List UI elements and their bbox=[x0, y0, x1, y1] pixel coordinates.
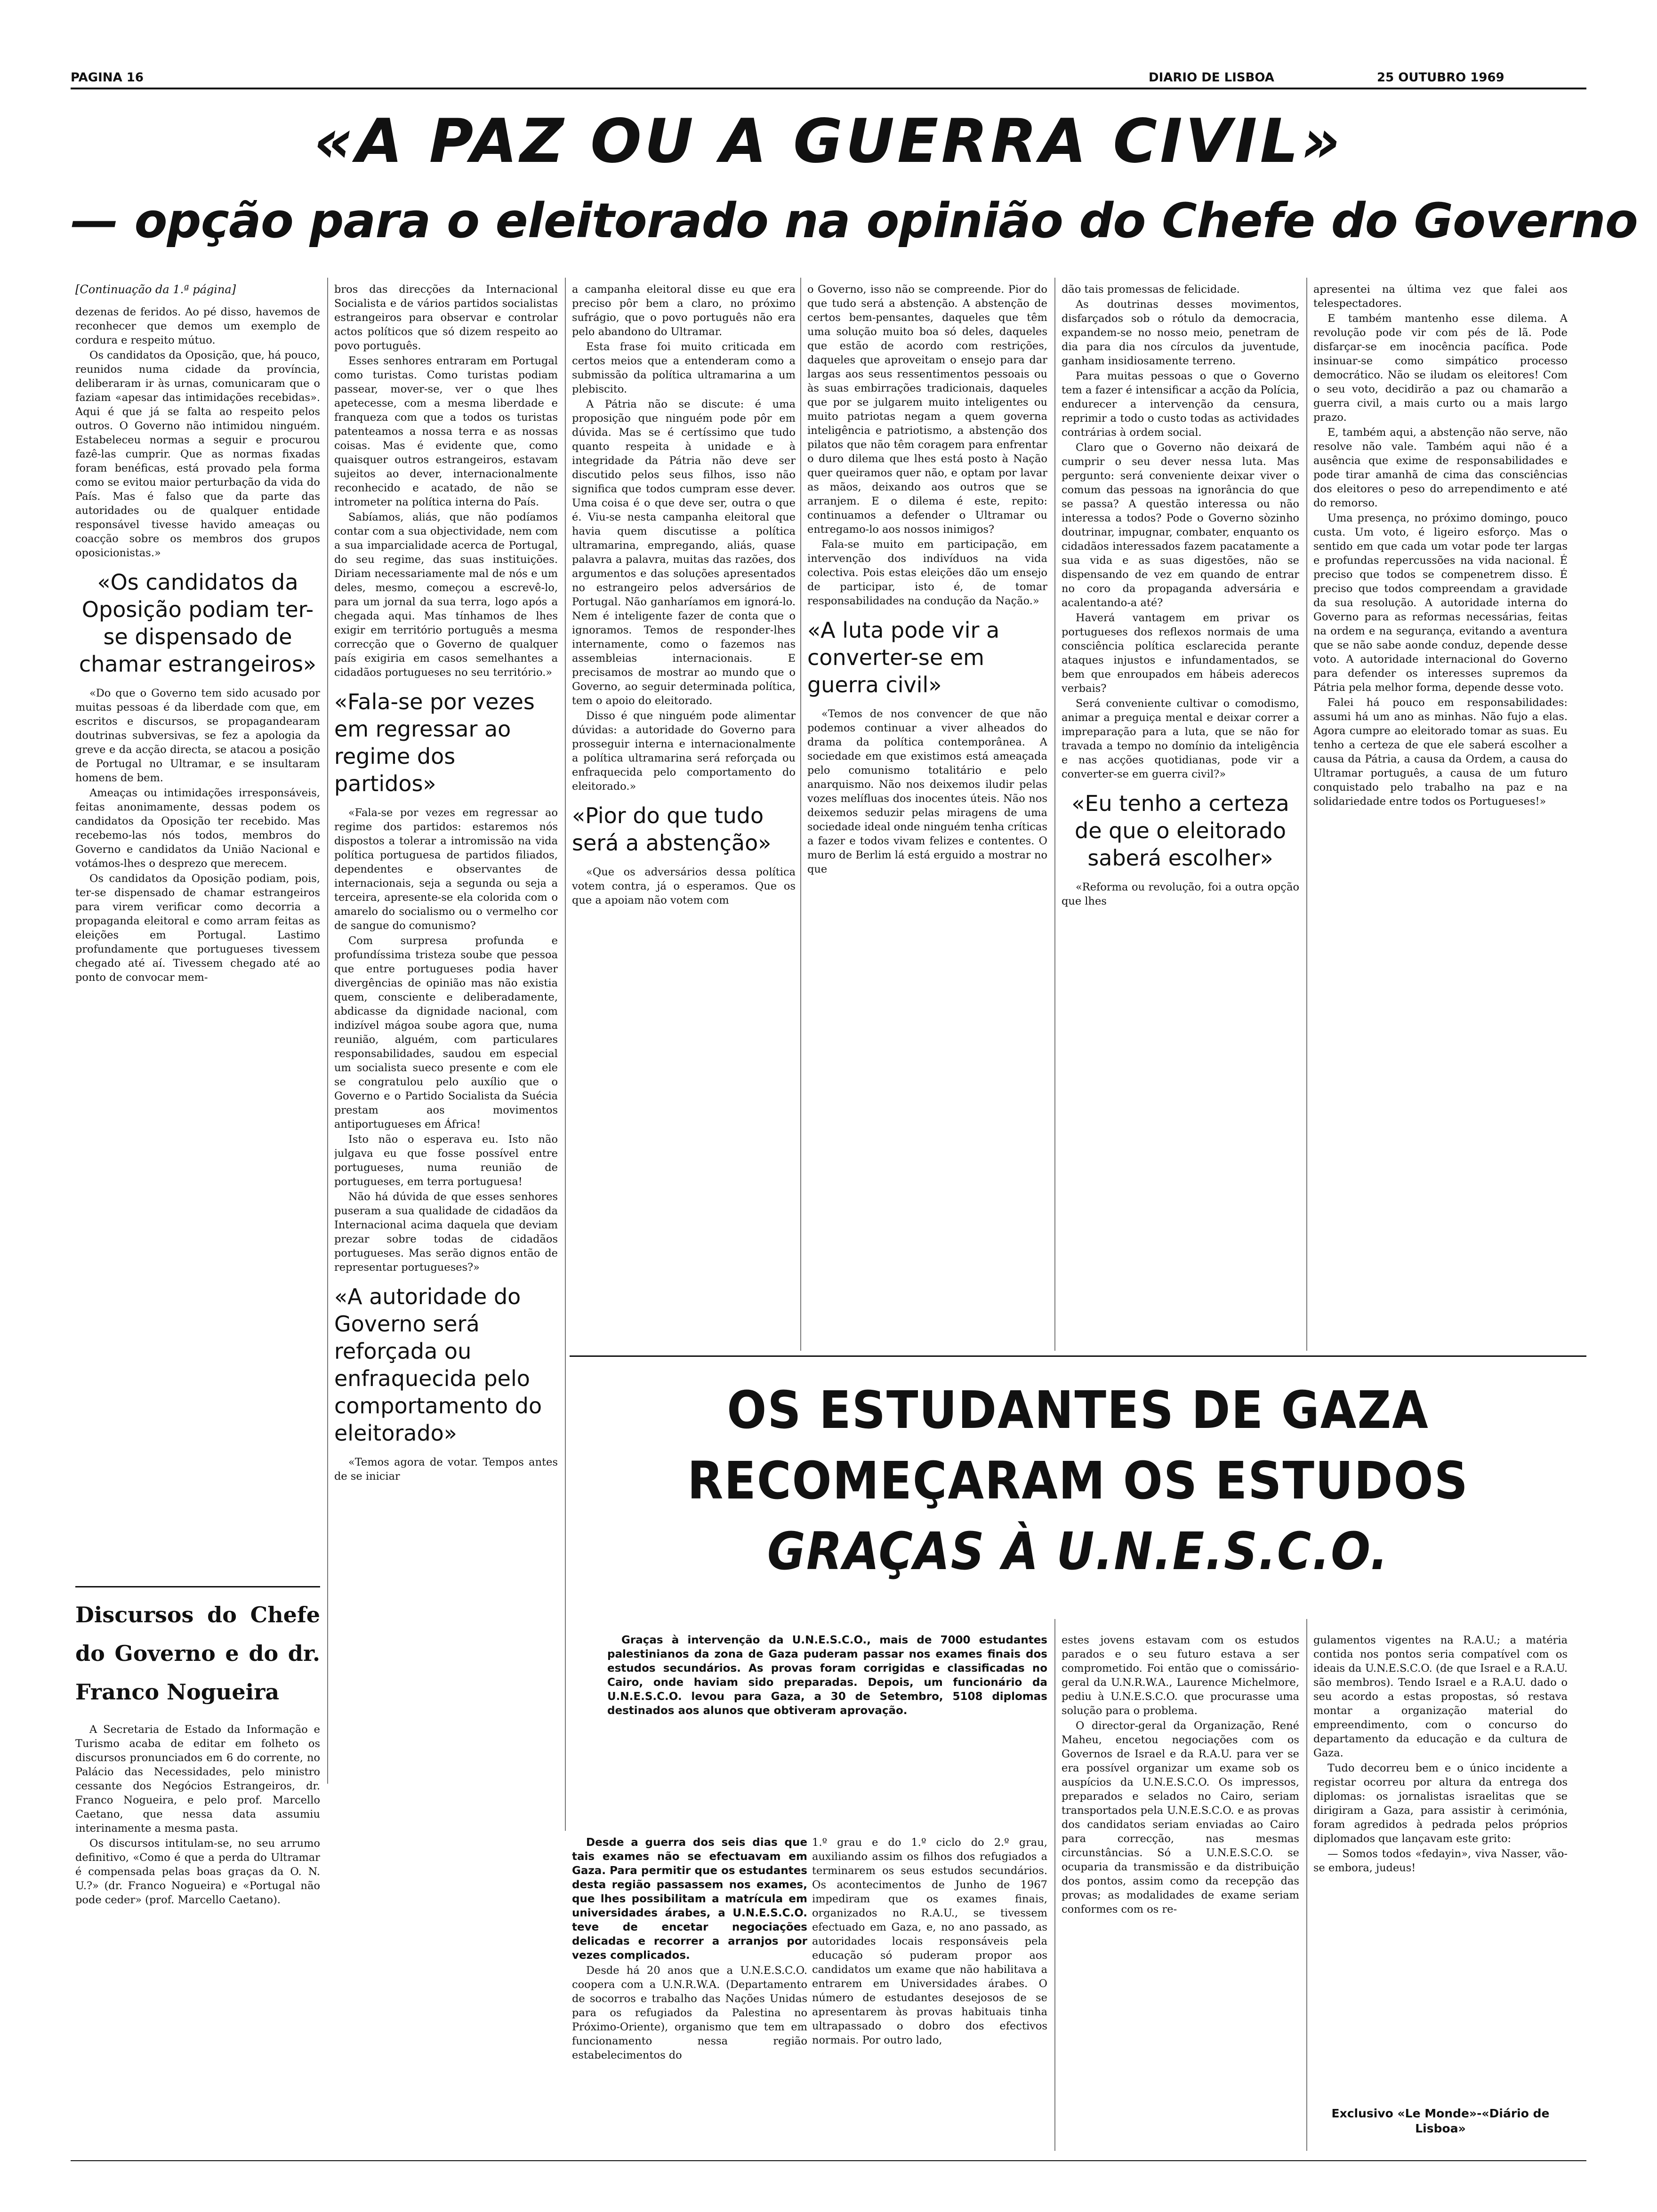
pull-quote: «Os candidatos da Oposição podiam ter-se dispensado de chamar estrangeiros» bbox=[79, 569, 317, 677]
paragraph: Desde há 20 anos que a U.N.E.S.C.O. coopera com a U.N.R.W.A. (Departamento de socorros e trabalho das Nações Unidas para os refugiados da Palestina no Próximo-Oriente), organismo que tem em funcionamento nessa região estabelecimentos do bbox=[572, 1964, 807, 2061]
gaza-column-d bbox=[1313, 1633, 1568, 2104]
main-headline: «A PAZ OU A GUERRA CIVIL» bbox=[314, 106, 1343, 176]
paragraph: «Fala-se por vezes em regressar ao regime dos partidos: estaremos nós dispostos a tolerar a intromissão na vida política portuguesa de partidos filiados, dependentes e observantes de internacionais, seja a segunda ou seja a terceira, apresente-se ela colorida com o amarelo do socialismo ou o vermelho cor de sangue do comunismo? bbox=[334, 807, 558, 932]
article-column-6 bbox=[1313, 282, 1568, 1351]
newspaper-name: DIARIO DE LISBOA bbox=[1149, 71, 1274, 85]
paragraph: — Somos todos «fedayin», viva Nasser, vão-se embora, judeus! bbox=[1313, 1848, 1568, 1874]
paragraph: E também mantenho esse dilema. A revolução pode vir com pés de lã. Pode disfarçar-se em inocência pacífica. Pode insinuar-se como simpático processo democrático. Não se iludam os eleitores! Com o seu voto, decidirão a paz ou chamarão a guerra civil, a mais curto ou a mais largo prazo. bbox=[1313, 313, 1568, 424]
paragraph: Para muitas pessoas o que o Governo tem a fazer é intensificar a acção da Polícia, endurecer a intervenção da censura, reprimir a todo o custo todas as actividades contrárias à ordem social. bbox=[1062, 370, 1299, 439]
paragraph: o Governo, isso não se compreende. Pior do que tudo será a abstenção. A abstenção de certos bem-pensantes, daqueles que têm uma solução muito boa só deles, daqueles que estão de acordo com restrições, daqueles que aproveitam o ensejo para dar largas aos seus ressentimentos pessoais ou às suas embirrações tradicionais, daqueles que por se julgarem muito inteligentes ou muito patriotas negam a quem governa inteligência e patriotismo, a abstenção dos pilatos que não têm coragem para enfrentar o duro dilema que lhes está posto à Nação quer queiramos quer não, e optam por lavar as mãos, deixando aos outros que se arranjem. E o dilema é este, repito: continuamos a defender o Ultramar ou entregamo-lo aos nossos inimigos? bbox=[807, 283, 1047, 536]
article-column-3 bbox=[572, 282, 796, 1351]
column-rule bbox=[800, 278, 801, 1351]
header-rule bbox=[71, 88, 1586, 89]
paragraph: A Pátria não se discute: é uma proposição que ninguém pode pôr em dúvida. Mas se é certíssimo que tudo quanto respeita à unidade e à integridade da Pátria não deve ser discutido pelos seus filhos, isso não significa que todos cumpram esse dever. Uma coisa é o que deve ser, outra o que é. Viu-se nesta campanha eleitoral que havia quem discutisse a política ultramarina, empregando, aliás, quase palavra a palavra, muitas das razões, dos argumentos e das soluções apresentados no estrangeiro pelos adversários de Portugal. Não ganharíamos em ignorá-lo. Nem é inteligente fazer de conta que o ignoramos. Temos de responder-lhes internamente, como o fazemos nas assembleias internacionais. E precisamos de mostrar ao mundo que o Governo, ao seguir determinada política, tem o apoio do eleitorado. bbox=[572, 398, 796, 707]
paragraph: Os candidatos da Oposição podiam, pois, ter-se dispensado de chamar estrangeiros para virem verificar como decorria a propaganda eleitoral e como arram feitas as eleições em Portugal. Lastimo profundamente que portugueses tivessem chegado até aí. Tivessem chegado até ao ponto de convocar mem- bbox=[75, 873, 320, 984]
issue-date: 25 OUTUBRO 1969 bbox=[1377, 71, 1504, 85]
paragraph: Os discursos intitulam-se, no seu arrumo definitivo, «Como é que a perda do Ultramar é compensada pelas boas graças da O. N. U.?» (dr. Franco Nogueira) e «Portugal não pode ceder» (prof. Marcello Caetano). bbox=[75, 1837, 320, 1906]
gaza-top-rule bbox=[570, 1355, 1586, 1357]
sidebar-box bbox=[75, 1595, 320, 2151]
paragraph: Tudo decorreu bem e o único incidente a registar ocorreu por altura da entrega dos diplomas: os jornalistas israelitas que se dirigiram a Gaza, para assistir à cerimónia, foram agredidos à pedrada pelos próprios diplomados que lançavam este grito: bbox=[1313, 1762, 1568, 1845]
gaza-credit: Exclusivo «Le Monde»-«Diário de Lisboa» bbox=[1331, 2107, 1550, 2135]
continuation-note: [Continuação da 1.ª página] bbox=[75, 283, 236, 296]
gaza-lead bbox=[607, 1633, 1047, 1831]
paragraph: Esses senhores entraram em Portugal como turistas. Como turistas podiam passear, mover-se, ver o que lhes apetecesse, com a mesma liberdade e franqueza com que a todos os turistas patenteamos a nossa terra e as nossas coisas. Mas é evidente que, como quaisquer outros estrangeiros, estavam sujeitos ao dever, internacionalmente reconhecido e acatado, de não se intrometer na política interna do País. bbox=[334, 355, 558, 508]
gaza-headline-line2: RECOMEÇARAM OS ESTUDOS bbox=[687, 1451, 1469, 1511]
paragraph: Falei há pouco em responsabilidades: assumi há um ano as minhas. Não fujo a elas. Agora cumpre ao eleitorado tomar as suas. Eu tenho a certeza de que ele saberá escolher a causa da Pátria, a causa da Ordem, a causa do Ultramar português, a causa de um futuro conquistado pelo trabalho na paz e na solidariedade entre todos os Portugueses!» bbox=[1313, 697, 1568, 808]
pull-quote: «Eu tenho a certeza de que o eleitorado saberá escolher» bbox=[1071, 791, 1289, 871]
paragraph: Não há dúvida de que esses senhores puseram a sua qualidade de cidadãos da Internacional acima daquela que deviam prezar sobre todas de cidadãos portugueses. Mas serão dignos então de representar portugueses?» bbox=[334, 1191, 558, 1274]
pull-quote: «Pior do que tudo será a abstenção» bbox=[572, 803, 772, 856]
paragraph: Disso é que ninguém pode alimentar dúvidas: a autoridade do Governo para prosseguir interna e internacionalmente a política ultramarina será reforçada ou enfraquecida pelo comportamento do eleitorado.» bbox=[572, 710, 796, 793]
sidebar-rule bbox=[75, 1586, 320, 1587]
paragraph: Sabíamos, aliás, que não podíamos contar com a sua objectividade, nem com a sua imparcialidade acerca de Portugal, do seu regime, das suas instituições. Diriam necessariamente mal de nós e um deles, mesmo, começou a escrevê-lo, para um jornal da sua terra, logo após a chegada aqui. Mas tínhamos de lhes exigir em território português a mesma correcção que o Governo de qualquer país exigiria em casos semelhantes a cidadãos portugueses no seu território.» bbox=[334, 511, 558, 679]
paragraph: estes jovens estavam com os estudos parados e o seu futuro estava a ser comprometido. Foi então que o comissário-geral da U.N.R.W.A., Laurence Michelmore, pediu à U.N.E.S.C.O. que procurasse uma solução para o problema. bbox=[1062, 1634, 1299, 1717]
paragraph: Os candidatos da Oposição, que, há pouco, reunidos numa cidade da província, deliberaram ir às urnas, comunicaram que o faziam «apesar das intimidações recebidas». Aqui é que já se falta ao respeito pelos outros. O Governo não intimidou ninguém. Estabeleceu normas a seguir e procurou fazê-las cumprir. Que as normas fixadas foram benéficas, está provado pela forma como se evitou maior perturbação da vida do País. Mas é falso que da parte das autoridades ou de qualquer entidade responsável tivesse havido ameaças ou coacção sobre os membros dos grupos oposicionistas.» bbox=[75, 349, 320, 559]
paragraph: Fala-se muito em participação, em intervenção dos indivíduos na vida colectiva. Pois estas eleições dão um ensejo de participar, isto é, de tomar responsabilidades na condução da Nação.» bbox=[807, 538, 1047, 607]
column-rule bbox=[327, 278, 328, 1784]
column-rule bbox=[565, 278, 566, 1831]
lead-paragraph: Graças à intervenção da U.N.E.S.C.O., mais de 7000 estudantes palestinianos da zona de Gaza puderam passar nos exames finais dos estudos secundários. As provas foram corrigidas e classificadas no Cairo, onde haviam sido preparadas. Depois, um funcionário da U.N.E.S.C.O. levou para Gaza, a 30 de Setembro, 5108 diplomas destinados aos alunos que obtiveram aprovação. bbox=[607, 1634, 1047, 1717]
paragraph: apresentei na última vez que falei aos telespectadores. bbox=[1313, 283, 1568, 310]
column-rule bbox=[1306, 1619, 1307, 2151]
paragraph: Com surpresa profunda e profundíssima tristeza soube que pessoa que entre portugueses podia haver divergências de opinião mas não existia quem, consciente e deliberadamente, abdicasse da dignidade nacional, com indizível mágoa soube agora que, numa reunião, alguém, com particulares responsabilidades, saudou em especial um socialista sueco presente e com ele se congratulou pelo auxílio que o Governo e o Partido Socialista da Suécia prestam aos movimentos antiportugueses em África! bbox=[334, 935, 558, 1130]
main-subheadline: — opção para o eleitorado na opinião do Chefe do Governo bbox=[71, 193, 1638, 249]
gaza-headline-line1: OS ESTUDANTES DE GAZA bbox=[727, 1380, 1429, 1440]
article-column-1 bbox=[75, 282, 320, 1595]
paragraph: As doutrinas desses movimentos, disfarçados sob o rótulo da democracia, expandem-se no nosso meio, penetram de dia para dia nos círculos da juventude, ganham insidiosamente terreno. bbox=[1062, 298, 1299, 367]
gaza-column-a bbox=[572, 1835, 807, 2151]
paragraph: Desde a guerra dos seis dias que tais exames não se efectuavam em Gaza. Para permitir que os estudantes desta região passassem nos exames, que lhes possibilitam a matrícula em universidades árabes, a U.N.E.S.C.O. teve de encetar negociações delicadas e recorrer a arranjos por vezes complicados. bbox=[572, 1836, 807, 1962]
sidebar-heading: Discursos do Chefe do Governo e do dr. Franco Nogueira bbox=[75, 1602, 320, 1705]
paragraph: Uma presença, no próximo domingo, pouco custa. Um voto, é ligeiro esforço. Mas o sentido em que cada um votar pode ter largas e profundas repercussões na vida nacional. É preciso que todos se compenetrem disso. É preciso que todos compreendam a gravidade da sua resolução. A autoridade interna do Governo para as reformas necessárias, feitas na ordem e na segurança, evitando a aventura que se não sabe aonde conduz, depende desse voto. A autoridade internacional do Governo para defender os interesses supremos da Pátria pela melhor forma, depende desse voto. bbox=[1313, 512, 1568, 694]
paragraph: bros das direcções da Internacional Socialista e de vários partidos socialistas estrangeiros para observar e controlar actos políticos que só dizem respeito ao povo português. bbox=[334, 283, 558, 352]
paragraph: Esta frase foi muito criticada em certos meios que a entenderam como a submissão da política ultramarina a um plebiscito. bbox=[572, 341, 796, 395]
column-rule bbox=[1054, 278, 1055, 1351]
paragraph: gulamentos vigentes na R.A.U.; a matéria contida nos pontos seria compatível com os ideais da U.N.E.S.C.O. (de que Israel e a R.A.U. são membros). Tendo Israel e a R.A.U. dado o seu acordo a estas propostas, só restava montar a organização material do empreendimento, com o concurso do departamento da educação e da cultura de Gaza. bbox=[1313, 1634, 1568, 1759]
column-rule bbox=[1306, 278, 1307, 1351]
pull-quote: «A autoridade do Governo será reforçada ou enfraquecida pelo comportamento do eleitorado» bbox=[334, 1284, 542, 1446]
paragraph: 1.º grau e do 1.º ciclo do 2.º grau, auxiliando assim os filhos dos refugiados a terminarem os seus estudos secundários. Os acontecimentos de Junho de 1967 impediram que os exames finais, organizados no R.A.U., se tivessem efectuado em Gaza, e, no ano passado, as autoridades locais responsáveis pela educação só puderam propor aos candidatos um exame que não habilitava a entrarem em Universidades árabes. O número de estudantes desejosos de se apresentarem às provas habituais tinha ultrapassado o dobro dos efectivos normais. Por outro lado, bbox=[812, 1836, 1047, 2046]
paragraph: «Temos de nos convencer de que não podemos continuar a viver alheados do drama da política contemporânea. A sociedade em que existimos está ameaçada pelo comunismo totalitário e pelo anarquismo. Não nos deixemos iludir pelas vozes melífluas dos inocentes úteis. Não nos deixemos seduzir pelas miragens de uma sociedade ideal onde ninguém tenha críticas a fazer e todos vivam felizes e contentes. O muro de Berlim lá está erguido a mostrar no que bbox=[807, 708, 1047, 875]
gaza-headline-line3: GRAÇAS À U.N.E.S.C.O. bbox=[767, 1521, 1389, 1581]
paragraph: «Que os adversários dessa política votem contra, já o esperamos. Que os que a apoiam não votem com bbox=[572, 866, 796, 906]
page-number: PAGINA 16 bbox=[71, 71, 144, 85]
paragraph: O director-geral da Organização, René Maheu, encetou negociações com os Governos de Israel e da R.A.U. para ver se era possível organizar um exame sob os auspícios da U.N.E.S.C.O. Os impressos, preparados e selados no Cairo, seriam transportados pela U.N.E.S.C.O. e as provas dos candidatos seriam enviadas ao Cairo para correcção, nas mesmas circunstâncias. Só a U.N.E.S.C.O. se ocuparia da transmissão e da distribuição dos pontos, assim como da recepção das provas; as modalidades de exame seriam conformes com os re- bbox=[1062, 1720, 1299, 1915]
paragraph: Ameaças ou intimidações irresponsáveis, feitas anonimamente, dessas podem os candidatos da Oposição ter recebido. Mas recebemo-las nós todos, membros do Governo e candidatos da União Nacional e votámos-lhes o desprezo que merecem. bbox=[75, 787, 320, 870]
article-column-4 bbox=[807, 282, 1047, 1351]
article-column-5 bbox=[1062, 282, 1299, 1351]
gaza-column-c bbox=[1062, 1633, 1299, 2151]
paragraph: «Reforma ou revolução, foi a outra opção que lhes bbox=[1062, 881, 1299, 907]
paragraph: «Temos agora de votar. Tempos antes de se iniciar bbox=[334, 1456, 558, 1483]
paragraph: Haverá vantagem em privar os portugueses dos reflexos normais de uma consciência política esclarecida perante ataques injustos e infundamentados, se bem que enroupados em hábeis aderecos verbais? bbox=[1062, 612, 1299, 695]
paragraph: E, também aqui, a abstenção não serve, não resolve não vale. Também aqui não é a ausência que exime de responsabilidades e pode tirar amanhã de cima das consciências dos eleitores o peso do arrependimento e até do remorso. bbox=[1313, 426, 1568, 509]
gaza-column-b bbox=[812, 1835, 1047, 2151]
column-rule bbox=[1054, 1619, 1055, 2151]
paragraph: dão tais promessas de felicidade. bbox=[1062, 283, 1240, 296]
paragraph: dezenas de feridos. Ao pé disso, havemos de reconhecer que demos um exemplo de cordura e respeito mútuo. bbox=[75, 306, 320, 346]
paragraph: «Do que o Governo tem sido acusado por muitas pessoas é da liberdade com que, em escritos e discursos, se propagandearam doutrinas subversivas, se fez a apologia da greve e da acção directa, se atacou a posição de Portugal no Ultramar, e se insultaram homens de bem. bbox=[75, 687, 320, 784]
article-column-2 bbox=[334, 282, 558, 2151]
paragraph: Isto não o esperava eu. Isto não julgava eu que fosse possível entre portugueses, numa reunião de portugueses, em terra portuguesa! bbox=[334, 1133, 558, 1188]
paragraph: Claro que o Governo não deixará de cumprir o seu dever nessa luta. Mas pergunto: será conveniente deixar viver o comum das pessoas na ignorância do que se passa? A questão interessa ou não interessa a todos? Pode o Governo sòzinho doutrinar, impugnar, combater, enquanto os cidadãos interessados fazem pacatamente a sua vida e as suas digestões, não se dispensando de vez em quando de entrar no coro da propaganda adversária e acalentando-a até? bbox=[1062, 441, 1299, 609]
paragraph: A Secretaria de Estado da Informação e Turismo acaba de editar em folheto os discursos pronunciados em 6 do corrente, no Palácio das Necessidades, pelo ministro cessante dos Negócios Estrangeiros, dr. Franco Nogueira, e pelo prof. Marcello Caetano, que nessa data assumiu interinamente a mesma pasta. bbox=[75, 1723, 320, 1835]
pull-quote: «Fala-se por vezes em regressar ao regime dos partidos» bbox=[334, 689, 535, 796]
paragraph: Será conveniente cultivar o comodismo, animar a preguiça mental e deixar correr a impreparação para a luta, que se não for travada a tempo no domínio da inteligência e nas acções quotidianas, pode vir a converter-se em guerra civil?» bbox=[1062, 697, 1299, 780]
page-bottom-rule bbox=[71, 2160, 1586, 2161]
paragraph: a campanha eleitoral disse eu que era preciso pôr bem a claro, no próximo sufrágio, que o povo português não era pelo abandono do Ultramar. bbox=[572, 283, 796, 338]
pull-quote: «A luta pode vir a converter-se em guerra civil» bbox=[807, 617, 1000, 697]
